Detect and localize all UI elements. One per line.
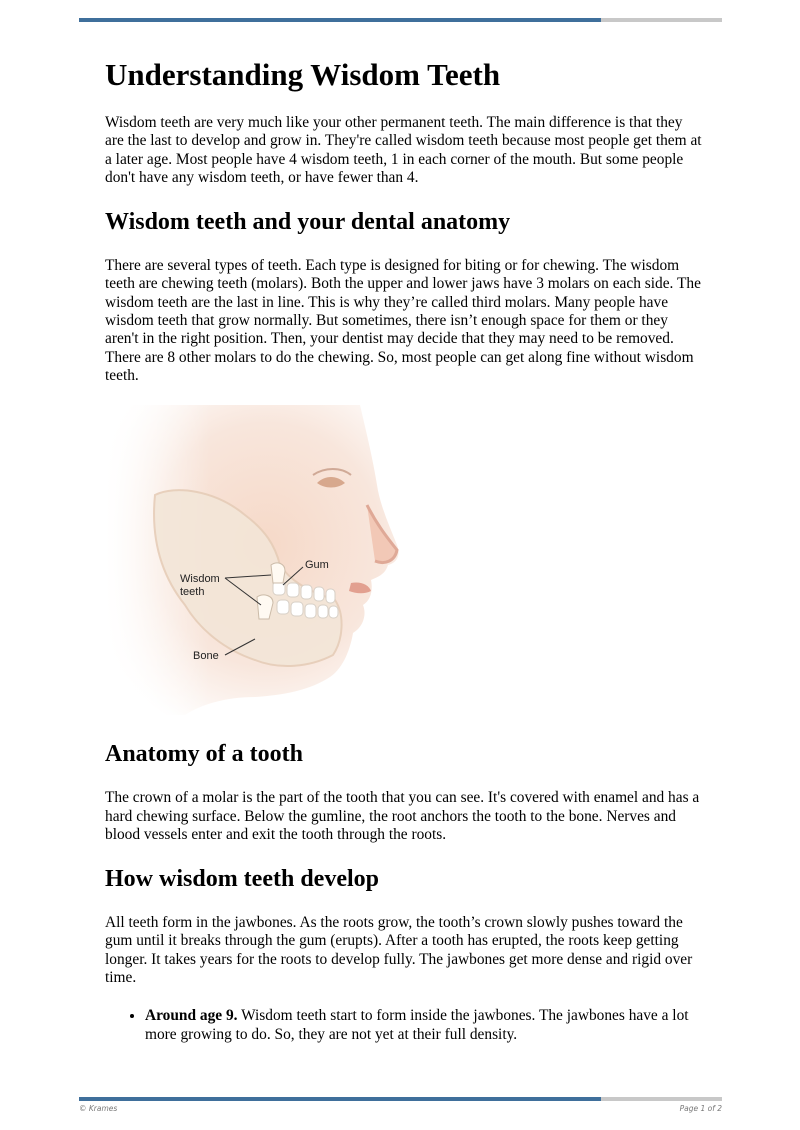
top-rule-accent — [79, 18, 601, 22]
document-body — [105, 56, 705, 1044]
label-gum: Gum — [305, 559, 329, 572]
bottom-rule — [79, 1097, 722, 1101]
jaw-illustration — [105, 405, 405, 715]
top-rule — [79, 18, 722, 22]
label-teeth: teeth — [180, 586, 205, 599]
label-wisdom: Wisdom — [180, 573, 220, 586]
page-title: Understanding Wisdom Teeth — [105, 57, 501, 92]
development-list — [105, 1007, 705, 1044]
section-heading-tooth: Anatomy of a tooth — [105, 741, 303, 768]
section-body-develop: All teeth form in the jawbones. As the roots grow, the tooth’s crown slowly pushes toward the gum until it breaks through the gum (erupts). After a tooth has erupted, the roots keep getting longer. It takes years for the roots to develop fully. The jawbones get more dense and rigid over time. — [105, 914, 693, 987]
footer-copyright: © Krames — [79, 1104, 118, 1113]
intro-paragraph: Wisdom teeth are very much like your other permanent teeth. The main difference is that they are the last to develop and grow in. They're called wisdom teeth because most people get them at a later age. Most people have 4 wisdom teeth, 1 in each corner of the mouth. But some people don't have any wisdom teeth, or have fewer than 4. — [105, 114, 702, 186]
section-heading-anatomy: Wisdom teeth and your dental anatomy — [105, 209, 511, 236]
list-item-lead: Around age 9. — [145, 1007, 238, 1025]
footer-page-number: Page 1 of 2 — [679, 1104, 722, 1113]
section-heading-develop: How wisdom teeth develop — [105, 866, 379, 893]
list-item-text: Wisdom teeth start to form inside the jawbones. The jawbones have a lot more growing to do. So, they are not yet at their full density. — [145, 1007, 689, 1043]
label-bone: Bone — [193, 650, 219, 663]
section-body-anatomy: There are several types of teeth. Each type is designed for biting or for chewing. The wisdom teeth are chewing teeth (molars). Both the upper and lower jaws have 3 molars on each side. The wisdom teeth are the last in line. This is why they’re called third molars. Many people have wisdom teeth that grow normally. But sometimes, there isn’t enough space for them or they aren't in the right position. Then, your dentist may decide that they may need to be removed. There are 8 other molars to do the chewing. So, most people can get along fine without wisdom teeth. — [105, 257, 701, 384]
bottom-rule-accent — [79, 1097, 601, 1101]
jaw-illustration-graphic — [105, 405, 405, 715]
section-body-tooth: The crown of a molar is the part of the tooth that you can see. It's covered with enamel and has a hard chewing surface. Below the gumline, the root anchors the tooth to the bone. Nerves and blood vessels enter and exit the tooth through the roots. — [105, 789, 700, 843]
list-item — [145, 1007, 705, 1044]
